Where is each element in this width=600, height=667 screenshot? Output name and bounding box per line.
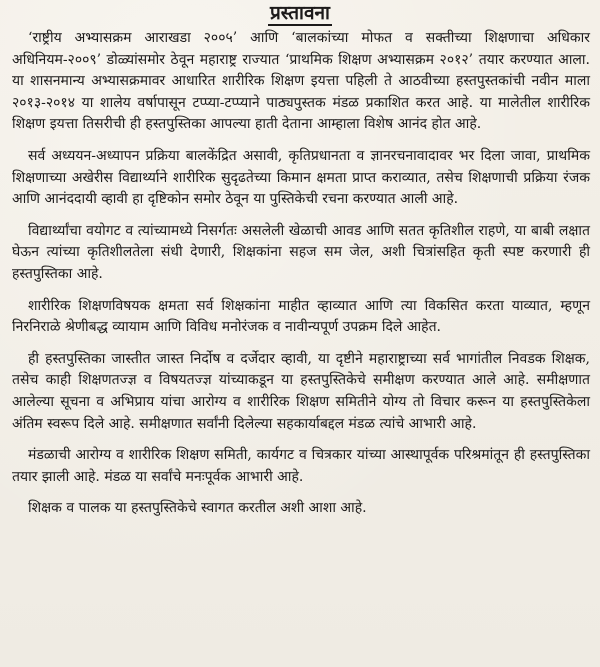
title-text: प्रस्तावना (270, 2, 330, 24)
paragraph-2: सर्व अध्ययन-अध्यापन प्रक्रिया बालकेंद्रित असावी, कृतिप्रधानता व ज्ञानरचनावादावर भर दिला जावा, प्राथमिक शिक्षणाच्या अखेरीस विद्यार्थ्याने शारीरिक सुदृढतेच्या किमान क्षमता प्राप्त कराव्यात, तसेच शिक्षणाची प्रक्रिया रंजक आणि आनंददायी व्हावी हा दृष्टिकोन समोर ठेवून या पुस्तिकेची रचना करण्यात आली आहे. (12, 147, 590, 208)
paragraph-4: शारीरिक शिक्षणविषयक क्षमता सर्व शिक्षकांना माहीत व्हाव्यात आणि त्या विकसित करता याव्यात, म्हणून निरनिराळे श्रेणीबद्ध व्यायाम आणि विविध मनोरंजक व नावीन्यपूर्ण उपक्रम दिले आहेत. (12, 297, 590, 336)
page-title (0, 2, 600, 26)
paragraph-1: ‘राष्ट्रीय अभ्यासक्रम आराखडा २००५’ आणि ‘बालकांच्या मोफत व सक्तीच्या शिक्षणाचा अधिकार अधिनियम-२००९’ डोळ्यांसमोर ठेवून महाराष्ट्र राज्यात ‘प्राथमिक शिक्षण अभ्यासक्रम २०१२’ तयार करण्यात आला. या शासनमान्य अभ्यासक्रमावर आधारित शारीरिक शिक्षण इयत्ता पहिली ते आठवीच्या हस्तपुस्तकांची नवीन माला २०१३-२०१४ या शालेय वर्षापासून टप्प्या-टप्प्याने पाठ्यपुस्तक मंडळ प्रकाशित करत आहे. या मालेतील शारीरिक शिक्षण इयत्ता तिसरीची ही हस्तपुस्तिका आपल्या हाती देताना आम्हाला विशेष आनंद होत आहे. (12, 30, 590, 133)
paragraph-5: ही हस्तपुस्तिका जास्तीत जास्त निर्दोष व दर्जेदार व्हावी, या दृष्टीने महाराष्ट्राच्या सर्व भागांतील निवडक शिक्षक, तसेच काही शिक्षणतज्ज्ञ व विषयतज्ज्ञ यांच्याकडून या हस्तपुस्तिकेचे समीक्षण करण्यात आले आहे. समीक्षणात आलेल्या सूचना व अभिप्राय यांचा आरोग्य व शारीरिक शिक्षण समितीने योग्य तो विचार करून या हस्तपुस्तिकेला अंतिम स्वरूप दिले आहे. समीक्षणात सर्वांनी दिलेल्या सहकार्याबद्दल मंडळ त्यांचे आभारी आहे. (12, 350, 590, 432)
paragraph-6: मंडळाची आरोग्य व शारीरिक शिक्षण समिती, कार्यगट व चित्रकार यांच्या आस्थापूर्वक परिश्रमांतून ही हस्तपुस्तिका तयार झाली आहे. मंडळ या सर्वांचे मनःपूर्वक आभारी आहे. (12, 447, 590, 485)
paragraph-7: शिक्षक व पालक या हस्तपुस्तिकेचे स्वागत करतील अशी आशा आहे. (28, 500, 367, 517)
preface-body (12, 28, 590, 530)
paragraph-3: विद्यार्थ्यांचा वयोगट व त्यांच्यामध्ये निसर्गतः असलेली खेळाची आवड आणि सतत कृतिशील राहणे, या बाबी लक्षात घेऊन त्यांच्या कृतिशीलतेला संधी देणारी, शिक्षकांना सहज सम जेल, अशी चित्रांसहित कृती स्पष्ट करणारी ही हस्तपुस्तिका आहे. (12, 222, 590, 282)
